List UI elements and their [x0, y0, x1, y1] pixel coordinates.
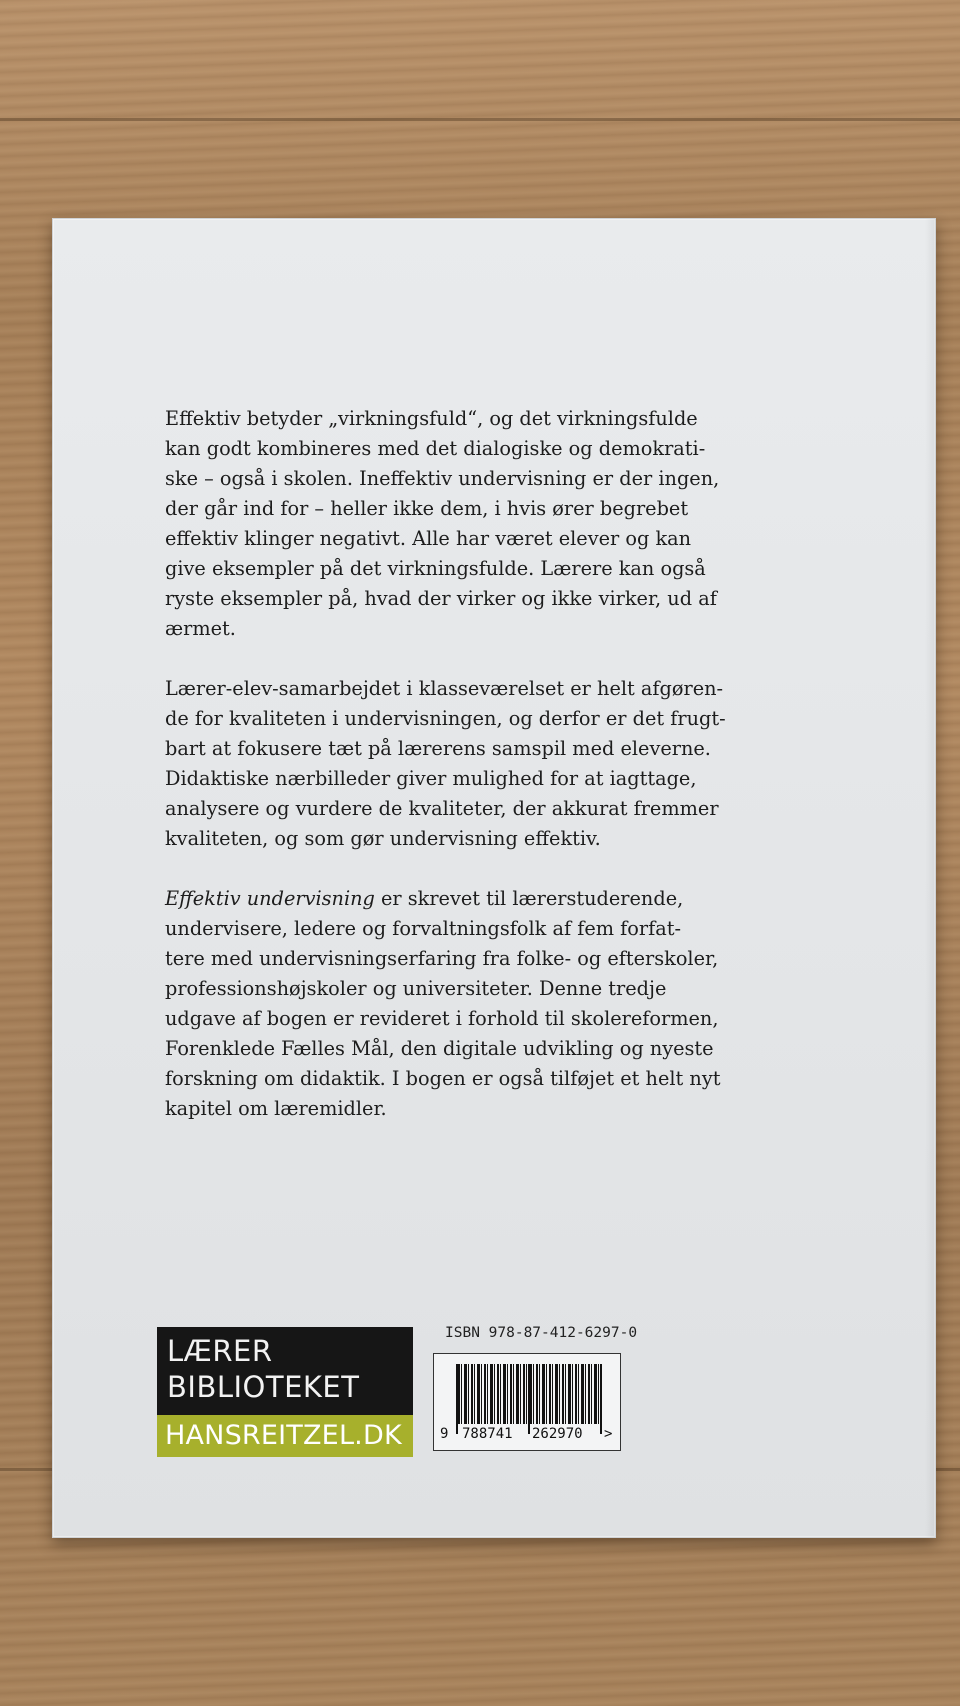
- book-back-cover: [52, 218, 936, 1538]
- text-line: ærmet.: [165, 617, 236, 640]
- text-line: Lærer-elev-samarbejdet i klasseværelset er helt afgøren-: [165, 677, 724, 700]
- logo-publisher-url: HANSREITZEL.DK: [157, 1415, 413, 1457]
- text-line: [165, 884, 725, 914]
- text-line: undervisere, ledere og forvaltningsfolk af fem forfat-: [165, 917, 682, 940]
- barcode-digit-first: 9: [440, 1426, 449, 1442]
- barcode-digits-left: 788741: [462, 1426, 513, 1442]
- text-line: forskning om didaktik. I bogen er også tilføjet et helt nyt: [165, 1067, 721, 1090]
- text-line: effektiv klinger negativt. Alle har været elever og kan: [165, 527, 692, 550]
- isbn-label: ISBN 978-87-412-6297-0: [445, 1325, 638, 1341]
- text-line: kan godt kombineres med det dialogiske og demokrati-: [165, 437, 706, 460]
- text-line: bart at fokusere tæt på lærerens samspil med eleverne.: [165, 737, 711, 760]
- logo-line-1: LÆRER: [167, 1334, 273, 1368]
- logo-line-2: BIBLIOTEKET: [167, 1370, 360, 1404]
- barcode-guard-right: [600, 1364, 602, 1434]
- text-line: Forenklede Fælles Mål, den digitale udvikling og nyeste: [165, 1037, 714, 1060]
- text-line: udgave af bogen er revideret i forhold til skolereformen,: [165, 1007, 719, 1030]
- barcode-arrow: >: [604, 1426, 613, 1442]
- text-line: Didaktiske nærbilleder giver mulighed for at iagttage,: [165, 767, 697, 790]
- text-line: give eksempler på det virkningsfulde. Lærere kan også: [165, 557, 706, 580]
- text-line: analysere og vurdere de kvaliteter, der akkurat fremmer: [165, 797, 719, 820]
- blurb-paragraph-2: [165, 674, 725, 854]
- text-line: Effektiv betyder „virkningsfuld“, og det virkningsfulde: [165, 407, 698, 430]
- text-line: professionshøjskoler og universiteter. Denne tredje: [165, 977, 667, 1000]
- logo-series-block: [157, 1327, 413, 1415]
- barcode-digits-right: 262970: [532, 1426, 583, 1442]
- barcode: [433, 1353, 621, 1451]
- barcode-guard-left: [456, 1364, 458, 1434]
- text-line: ryste eksempler på, hvad der virker og ikke virker, ud af: [165, 587, 717, 610]
- text-line: ske – også i skolen. Ineffektiv undervisning er der ingen,: [165, 467, 720, 490]
- barcode-guard-center: [528, 1364, 530, 1434]
- text-line: kvaliteten, og som gør undervisning effektiv.: [165, 827, 601, 850]
- text-line: de for kvaliteten i undervisningen, og derfor er det frugt-: [165, 707, 726, 730]
- publisher-logo: [157, 1327, 413, 1457]
- text-fragment: er skrevet til lærerstuderende,: [374, 887, 684, 910]
- blurb-paragraph-3: [165, 884, 725, 1124]
- text-line: kapitel om læremidler.: [165, 1097, 387, 1120]
- floor-seam: [0, 118, 960, 121]
- text-line: tere med undervisningserfaring fra folke- og efterskoler,: [165, 947, 719, 970]
- blurb-paragraph-1: [165, 404, 725, 644]
- text-line: der går ind for – heller ikke dem, i hvis ører begrebet: [165, 497, 689, 520]
- book-title-italic: Effektiv undervisning: [165, 887, 375, 910]
- back-cover-blurb: [165, 404, 725, 1124]
- cover-edge: [925, 219, 935, 1537]
